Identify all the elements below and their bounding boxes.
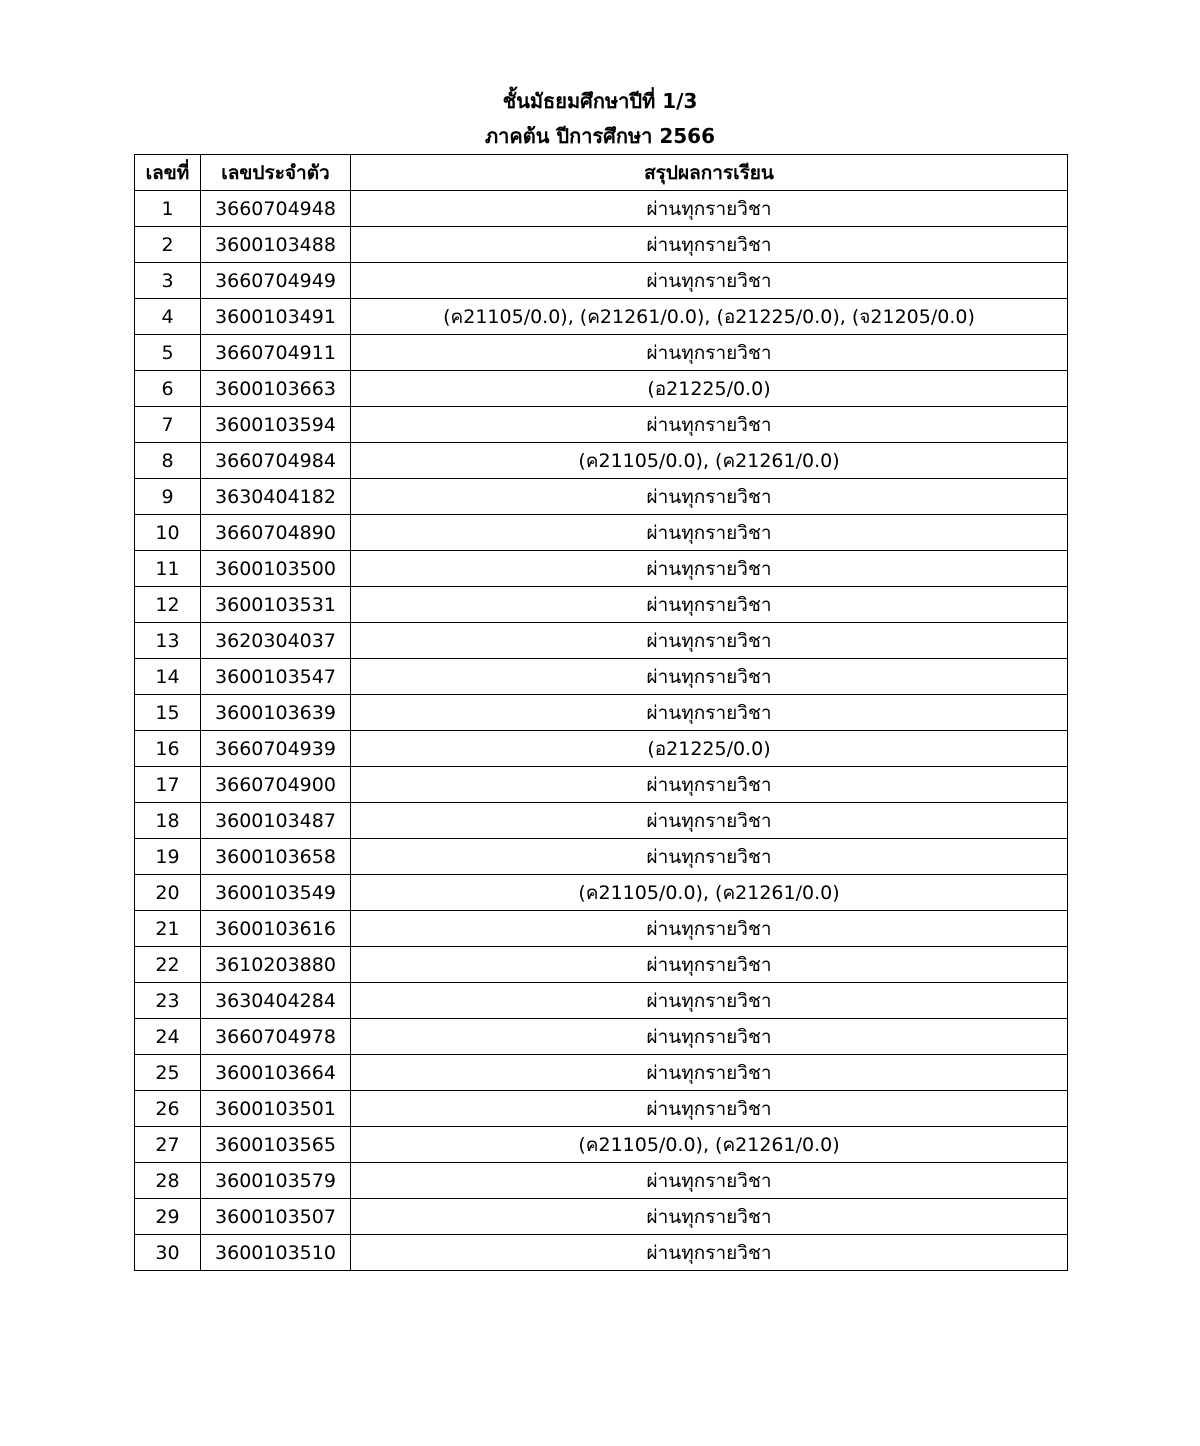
result-cell: ผ่านทุกรายวิชา	[351, 551, 1068, 587]
student-id-cell: 3660704948	[201, 191, 351, 227]
result-cell: ผ่านทุกรายวิชา	[351, 1235, 1068, 1271]
row-number-cell: 2	[135, 227, 201, 263]
header-student-id: เลขประจำตัว	[201, 155, 351, 191]
table-row	[135, 839, 1068, 875]
table-row	[135, 1163, 1068, 1199]
row-number-cell: 26	[135, 1091, 201, 1127]
student-id-cell: 3620304037	[201, 623, 351, 659]
student-id-cell: 3600103487	[201, 803, 351, 839]
student-id-cell: 3660704890	[201, 515, 351, 551]
row-number-cell: 4	[135, 299, 201, 335]
row-number-cell: 11	[135, 551, 201, 587]
student-id-cell: 3600103507	[201, 1199, 351, 1235]
table-row	[135, 1019, 1068, 1055]
table-row	[135, 299, 1068, 335]
row-number-cell: 25	[135, 1055, 201, 1091]
student-id-cell: 3630404284	[201, 983, 351, 1019]
table-row	[135, 983, 1068, 1019]
student-id-cell: 3600103491	[201, 299, 351, 335]
student-id-cell: 3600103547	[201, 659, 351, 695]
row-number-cell: 24	[135, 1019, 201, 1055]
row-number-cell: 13	[135, 623, 201, 659]
student-id-cell: 3660704949	[201, 263, 351, 299]
row-number-cell: 3	[135, 263, 201, 299]
table-row	[135, 335, 1068, 371]
row-number-cell: 23	[135, 983, 201, 1019]
header-result-summary: สรุปผลการเรียน	[351, 155, 1068, 191]
table-row	[135, 371, 1068, 407]
result-cell: ผ่านทุกรายวิชา	[351, 191, 1068, 227]
table-row	[135, 767, 1068, 803]
row-number-cell: 1	[135, 191, 201, 227]
header-number: เลขที่	[135, 155, 201, 191]
result-cell: (ค21105/0.0), (ค21261/0.0)	[351, 443, 1068, 479]
row-number-cell: 21	[135, 911, 201, 947]
student-id-cell: 3600103510	[201, 1235, 351, 1271]
table-row	[135, 191, 1068, 227]
student-id-cell: 3660704939	[201, 731, 351, 767]
result-cell: ผ่านทุกรายวิชา	[351, 767, 1068, 803]
result-cell: ผ่านทุกรายวิชา	[351, 1199, 1068, 1235]
result-cell: ผ่านทุกรายวิชา	[351, 1163, 1068, 1199]
table-row	[135, 659, 1068, 695]
table-row	[135, 479, 1068, 515]
table-row	[135, 875, 1068, 911]
result-cell: (อ21225/0.0)	[351, 731, 1068, 767]
row-number-cell: 19	[135, 839, 201, 875]
row-number-cell: 12	[135, 587, 201, 623]
table-row	[135, 731, 1068, 767]
row-number-cell: 18	[135, 803, 201, 839]
student-id-cell: 3600103594	[201, 407, 351, 443]
student-id-cell: 3660704911	[201, 335, 351, 371]
row-number-cell: 20	[135, 875, 201, 911]
table-row	[135, 1199, 1068, 1235]
student-id-cell: 3600103664	[201, 1055, 351, 1091]
result-cell: ผ่านทุกรายวิชา	[351, 263, 1068, 299]
table-row	[135, 803, 1068, 839]
student-id-cell: 3600103663	[201, 371, 351, 407]
student-id-cell: 3630404182	[201, 479, 351, 515]
row-number-cell: 6	[135, 371, 201, 407]
page-subtitle: ภาคต้น ปีการศึกษา 2566	[484, 124, 716, 148]
table-row	[135, 947, 1068, 983]
result-cell: ผ่านทุกรายวิชา	[351, 623, 1068, 659]
result-cell: ผ่านทุกรายวิชา	[351, 947, 1068, 983]
table-row	[135, 1235, 1068, 1271]
row-number-cell: 8	[135, 443, 201, 479]
row-number-cell: 22	[135, 947, 201, 983]
student-id-cell: 3600103531	[201, 587, 351, 623]
student-id-cell: 3610203880	[201, 947, 351, 983]
table-row	[135, 1091, 1068, 1127]
student-id-cell: 3660704900	[201, 767, 351, 803]
table-row	[135, 1055, 1068, 1091]
result-cell: (ค21105/0.0), (ค21261/0.0), (อ21225/0.0), (จ21205/0.0)	[351, 299, 1068, 335]
table-row	[135, 263, 1068, 299]
row-number-cell: 14	[135, 659, 201, 695]
table-row	[135, 587, 1068, 623]
result-cell: (ค21105/0.0), (ค21261/0.0)	[351, 1127, 1068, 1163]
row-number-cell: 7	[135, 407, 201, 443]
result-cell: ผ่านทุกรายวิชา	[351, 803, 1068, 839]
row-number-cell: 30	[135, 1235, 201, 1271]
student-id-cell: 3600103565	[201, 1127, 351, 1163]
result-cell: (อ21225/0.0)	[351, 371, 1068, 407]
table-row	[135, 623, 1068, 659]
result-cell: ผ่านทุกรายวิชา	[351, 911, 1068, 947]
table-row	[135, 515, 1068, 551]
row-number-cell: 28	[135, 1163, 201, 1199]
student-id-cell: 3600103488	[201, 227, 351, 263]
table-row	[135, 407, 1068, 443]
result-cell: ผ่านทุกรายวิชา	[351, 839, 1068, 875]
table-body	[135, 191, 1068, 1271]
results-table	[134, 154, 1068, 1271]
table-row	[135, 551, 1068, 587]
student-id-cell: 3600103658	[201, 839, 351, 875]
result-cell: ผ่านทุกรายวิชา	[351, 1019, 1068, 1055]
table-row	[135, 911, 1068, 947]
row-number-cell: 10	[135, 515, 201, 551]
table-row	[135, 1127, 1068, 1163]
result-cell: ผ่านทุกรายวิชา	[351, 479, 1068, 515]
result-cell: ผ่านทุกรายวิชา	[351, 587, 1068, 623]
row-number-cell: 27	[135, 1127, 201, 1163]
student-id-cell: 3600103579	[201, 1163, 351, 1199]
result-cell: ผ่านทุกรายวิชา	[351, 695, 1068, 731]
table-header-row	[135, 155, 1068, 191]
table-row	[135, 227, 1068, 263]
student-id-cell: 3660704978	[201, 1019, 351, 1055]
result-cell: ผ่านทุกรายวิชา	[351, 515, 1068, 551]
result-cell: ผ่านทุกรายวิชา	[351, 227, 1068, 263]
table-row	[135, 443, 1068, 479]
student-id-cell: 3600103639	[201, 695, 351, 731]
result-cell: ผ่านทุกรายวิชา	[351, 335, 1068, 371]
row-number-cell: 29	[135, 1199, 201, 1235]
row-number-cell: 15	[135, 695, 201, 731]
row-number-cell: 17	[135, 767, 201, 803]
result-cell: ผ่านทุกรายวิชา	[351, 407, 1068, 443]
student-id-cell: 3600103616	[201, 911, 351, 947]
student-id-cell: 3600103501	[201, 1091, 351, 1127]
row-number-cell: 9	[135, 479, 201, 515]
result-cell: (ค21105/0.0), (ค21261/0.0)	[351, 875, 1068, 911]
page-title: ชั้นมัธยมศึกษาปีที่ 1/3	[502, 89, 698, 113]
result-cell: ผ่านทุกรายวิชา	[351, 983, 1068, 1019]
row-number-cell: 5	[135, 335, 201, 371]
result-cell: ผ่านทุกรายวิชา	[351, 1091, 1068, 1127]
row-number-cell: 16	[135, 731, 201, 767]
result-cell: ผ่านทุกรายวิชา	[351, 1055, 1068, 1091]
student-id-cell: 3660704984	[201, 443, 351, 479]
student-id-cell: 3600103549	[201, 875, 351, 911]
table-row	[135, 695, 1068, 731]
result-cell: ผ่านทุกรายวิชา	[351, 659, 1068, 695]
student-id-cell: 3600103500	[201, 551, 351, 587]
